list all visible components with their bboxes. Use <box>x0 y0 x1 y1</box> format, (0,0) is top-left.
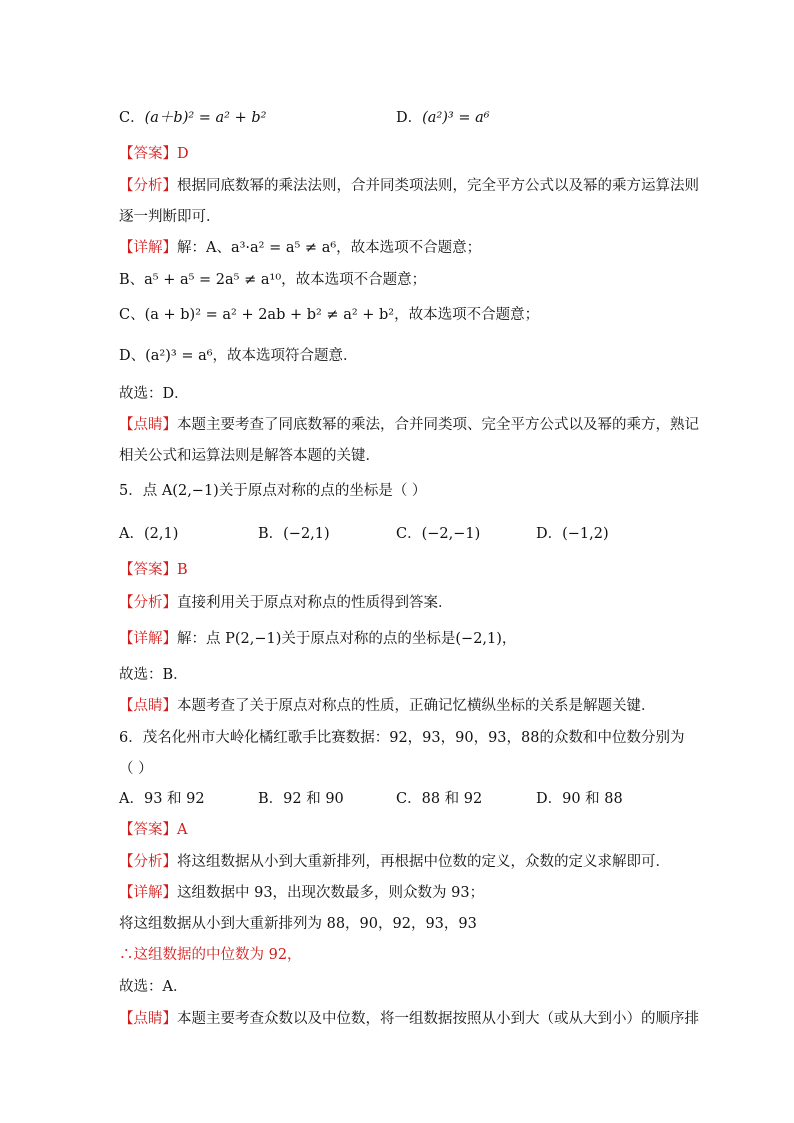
q6-analysis <box>119 852 670 872</box>
q4-option-c <box>119 108 266 128</box>
detail-text: 解：点 P(2,−1)关于原点对称的点的坐标是(−2,1)， <box>177 631 517 647</box>
q4-option-d <box>396 108 490 128</box>
q4-analysis-line2: 逐一判断即可． <box>119 209 221 225</box>
q4-option-c-expr: (a＋b)² = a² + b² <box>144 110 267 126</box>
q5-option-b: B．(−2,1) <box>258 526 330 542</box>
answer-value: A <box>177 822 188 838</box>
comment-text: 本题主要考查了同底数幂的乘法，合并同类项、完全平方公式以及幂的乘方，熟记 <box>177 417 699 433</box>
q5-option-a: A．(2,1) <box>119 526 179 542</box>
detail-tag: 【详解】 <box>119 885 177 901</box>
q5-detail <box>119 629 516 649</box>
comment-text: 本题主要考查众数以及中位数，将一组数据按照从小到大（或从大到小）的顺序排 <box>177 1011 699 1027</box>
detail-tag: 【详解】 <box>119 240 177 256</box>
q4-analysis-line1 <box>119 176 699 196</box>
analysis-tag: 【分析】 <box>119 854 177 870</box>
q6-detail <box>119 883 484 903</box>
answer-value: D <box>177 146 189 162</box>
q4-option-d-label: D． <box>396 110 423 126</box>
q5-answer <box>119 560 188 580</box>
analysis-text: 根据同底数幂的乘法法则，合并同类项法则，完全平方公式以及幂的乘方运算法则 <box>177 178 699 194</box>
comment-tag: 【点睛】 <box>119 417 177 433</box>
q4-detail-d: D、(a²)³ = a⁶，故本选项符合题意． <box>119 348 358 364</box>
q5-option-d: D．(−1,2) <box>536 526 609 542</box>
q6-option-b: B．92 和 90 <box>258 791 344 807</box>
q4-detail-c: C、(a + b)² = a² + 2ab + b² ≠ a² + b²，故本选项不合题意； <box>119 307 540 323</box>
q6-comment <box>119 1009 699 1029</box>
q6-answer <box>119 820 187 840</box>
q4-detail-a <box>119 238 481 258</box>
q5-comment <box>119 696 656 716</box>
q6-stem-line2: （ ） <box>119 761 153 777</box>
q6-choose: 故选：A． <box>119 979 188 995</box>
q4-answer <box>119 144 189 164</box>
q4-detail-b: B、a⁵ + a⁵ = 2a⁵ ≠ a¹⁰，故本选项不合题意； <box>119 272 427 288</box>
q6-option-c: C．88 和 92 <box>396 791 483 807</box>
q5-option-c: C．(−2,−1) <box>396 526 481 542</box>
detail-text: 解：A、a³·a² = a⁵ ≠ a⁶，故本选项不合题意； <box>177 240 482 256</box>
q4-comment-line2: 相关公式和运算法则是解答本题的关键． <box>119 448 380 464</box>
analysis-tag: 【分析】 <box>119 178 177 194</box>
analysis-tag: 【分析】 <box>119 595 177 611</box>
q4-option-c-label: C． <box>119 110 145 126</box>
comment-tag: 【点睛】 <box>119 698 177 714</box>
q6-stem-line1: 6．茂名化州市大岭化橘红歌手比赛数据：92，93，90，93，88的众数和中位数分别为 <box>119 730 685 746</box>
comment-text: 本题考查了关于原点对称点的性质，正确记忆横纵坐标的关系是解题关键． <box>177 698 656 714</box>
answer-tag: 【答案】 <box>119 146 177 162</box>
answer-tag: 【答案】 <box>119 562 177 578</box>
analysis-text: 将这组数据从小到大重新排列，再根据中位数的定义，众数的定义求解即可． <box>177 854 670 870</box>
q6-detail2: 将这组数据从小到大重新排列为 88，90，92，93，93 <box>119 916 477 932</box>
analysis-text: 直接利用关于原点对称点的性质得到答案． <box>177 595 453 611</box>
answer-value: B <box>177 562 188 578</box>
detail-tag: 【详解】 <box>119 631 177 647</box>
q4-choose: 故选：D． <box>119 386 189 402</box>
q6-detail3: ∴这组数据的中位数为 92， <box>119 947 302 963</box>
answer-tag: 【答案】 <box>119 822 177 838</box>
q6-option-d: D．90 和 88 <box>536 791 623 807</box>
q6-option-a: A．93 和 92 <box>119 791 205 807</box>
detail-text: 这组数据中 93，出现次数最多，则众数为 93； <box>177 885 485 901</box>
q5-stem: 5．点 A(2,−1)关于原点对称的点的坐标是（ ） <box>119 483 427 499</box>
q5-choose: 故选：B． <box>119 667 188 683</box>
q5-analysis <box>119 593 453 613</box>
q4-option-d-expr: (a²)³ = a⁶ <box>422 110 490 126</box>
comment-tag: 【点睛】 <box>119 1011 177 1027</box>
q4-comment-line1 <box>119 415 699 435</box>
